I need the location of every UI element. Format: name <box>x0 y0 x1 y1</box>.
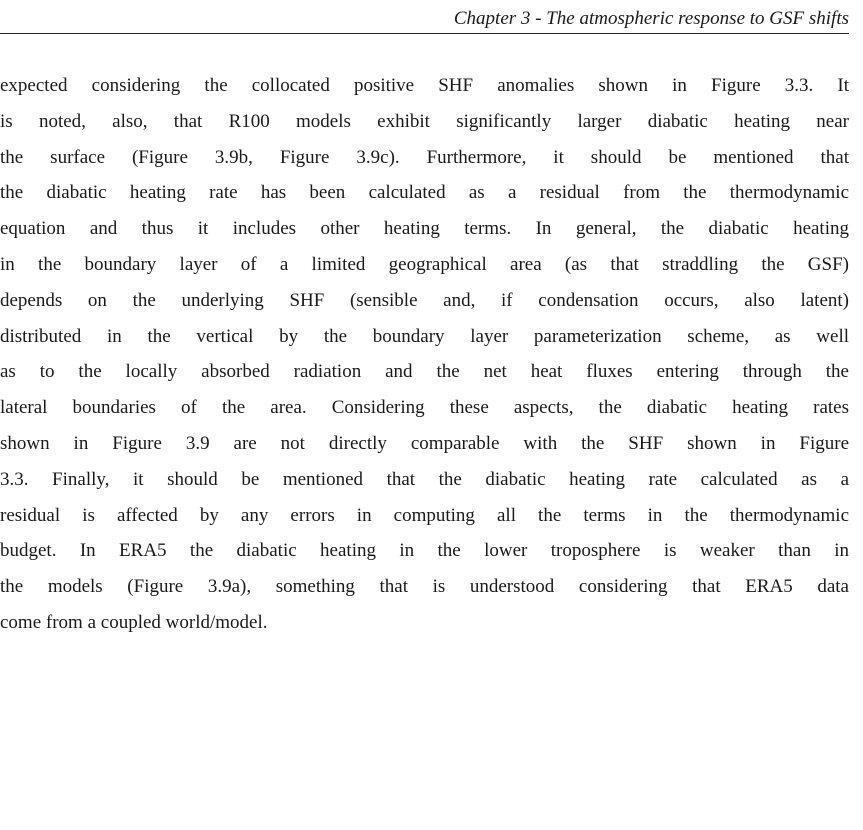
running-header: Chapter 3 - The atmospheric response to GSF shifts <box>453 8 849 29</box>
text-line: equation and thus it includes other heating terms. In general, the diabatic heating <box>0 218 849 240</box>
text-line: depends on the underlying SHF (sensible and, if condensation occurs, also latent) <box>0 289 849 311</box>
text-line: shown in Figure 3.9 are not directly comparable with the SHF shown in Figure <box>0 432 849 454</box>
body-paragraph <box>0 68 849 641</box>
text-line: in the boundary layer of a limited geographical area (as that straddling the GSF) <box>0 253 849 275</box>
text-line: the diabatic heating rate has been calculated as a residual from the thermodynamic <box>0 182 849 204</box>
text-line: distributed in the vertical by the boundary layer parameterization scheme, as well <box>0 325 849 347</box>
text-line: budget. In ERA5 the diabatic heating in the lower troposphere is weaker than in <box>0 540 849 562</box>
text-line: lateral boundaries of the area. Considering these aspects, the diabatic heating rates <box>0 397 849 419</box>
text-line: expected considering the collocated positive SHF anomalies shown in Figure 3.3. It <box>0 75 849 96</box>
text-line: as to the locally absorbed radiation and the net heat fluxes entering through the <box>0 361 849 383</box>
text-line: the models (Figure 3.9a), something that is understood considering that ERA5 data <box>0 576 849 598</box>
header-rule <box>0 33 849 34</box>
text-line: residual is affected by any errors in computing all the terms in the thermodynamic <box>0 504 849 526</box>
text-line: the surface (Figure 3.9b, Figure 3.9c). Furthermore, it should be mentioned that <box>0 146 849 168</box>
text-line: 3.3. Finally, it should be mentioned that the diabatic heating rate calculated as a <box>0 468 849 490</box>
text-line: is noted, also, that R100 models exhibit significantly larger diabatic heating near <box>0 110 849 132</box>
text-line: come from a coupled world/model. <box>0 611 268 633</box>
